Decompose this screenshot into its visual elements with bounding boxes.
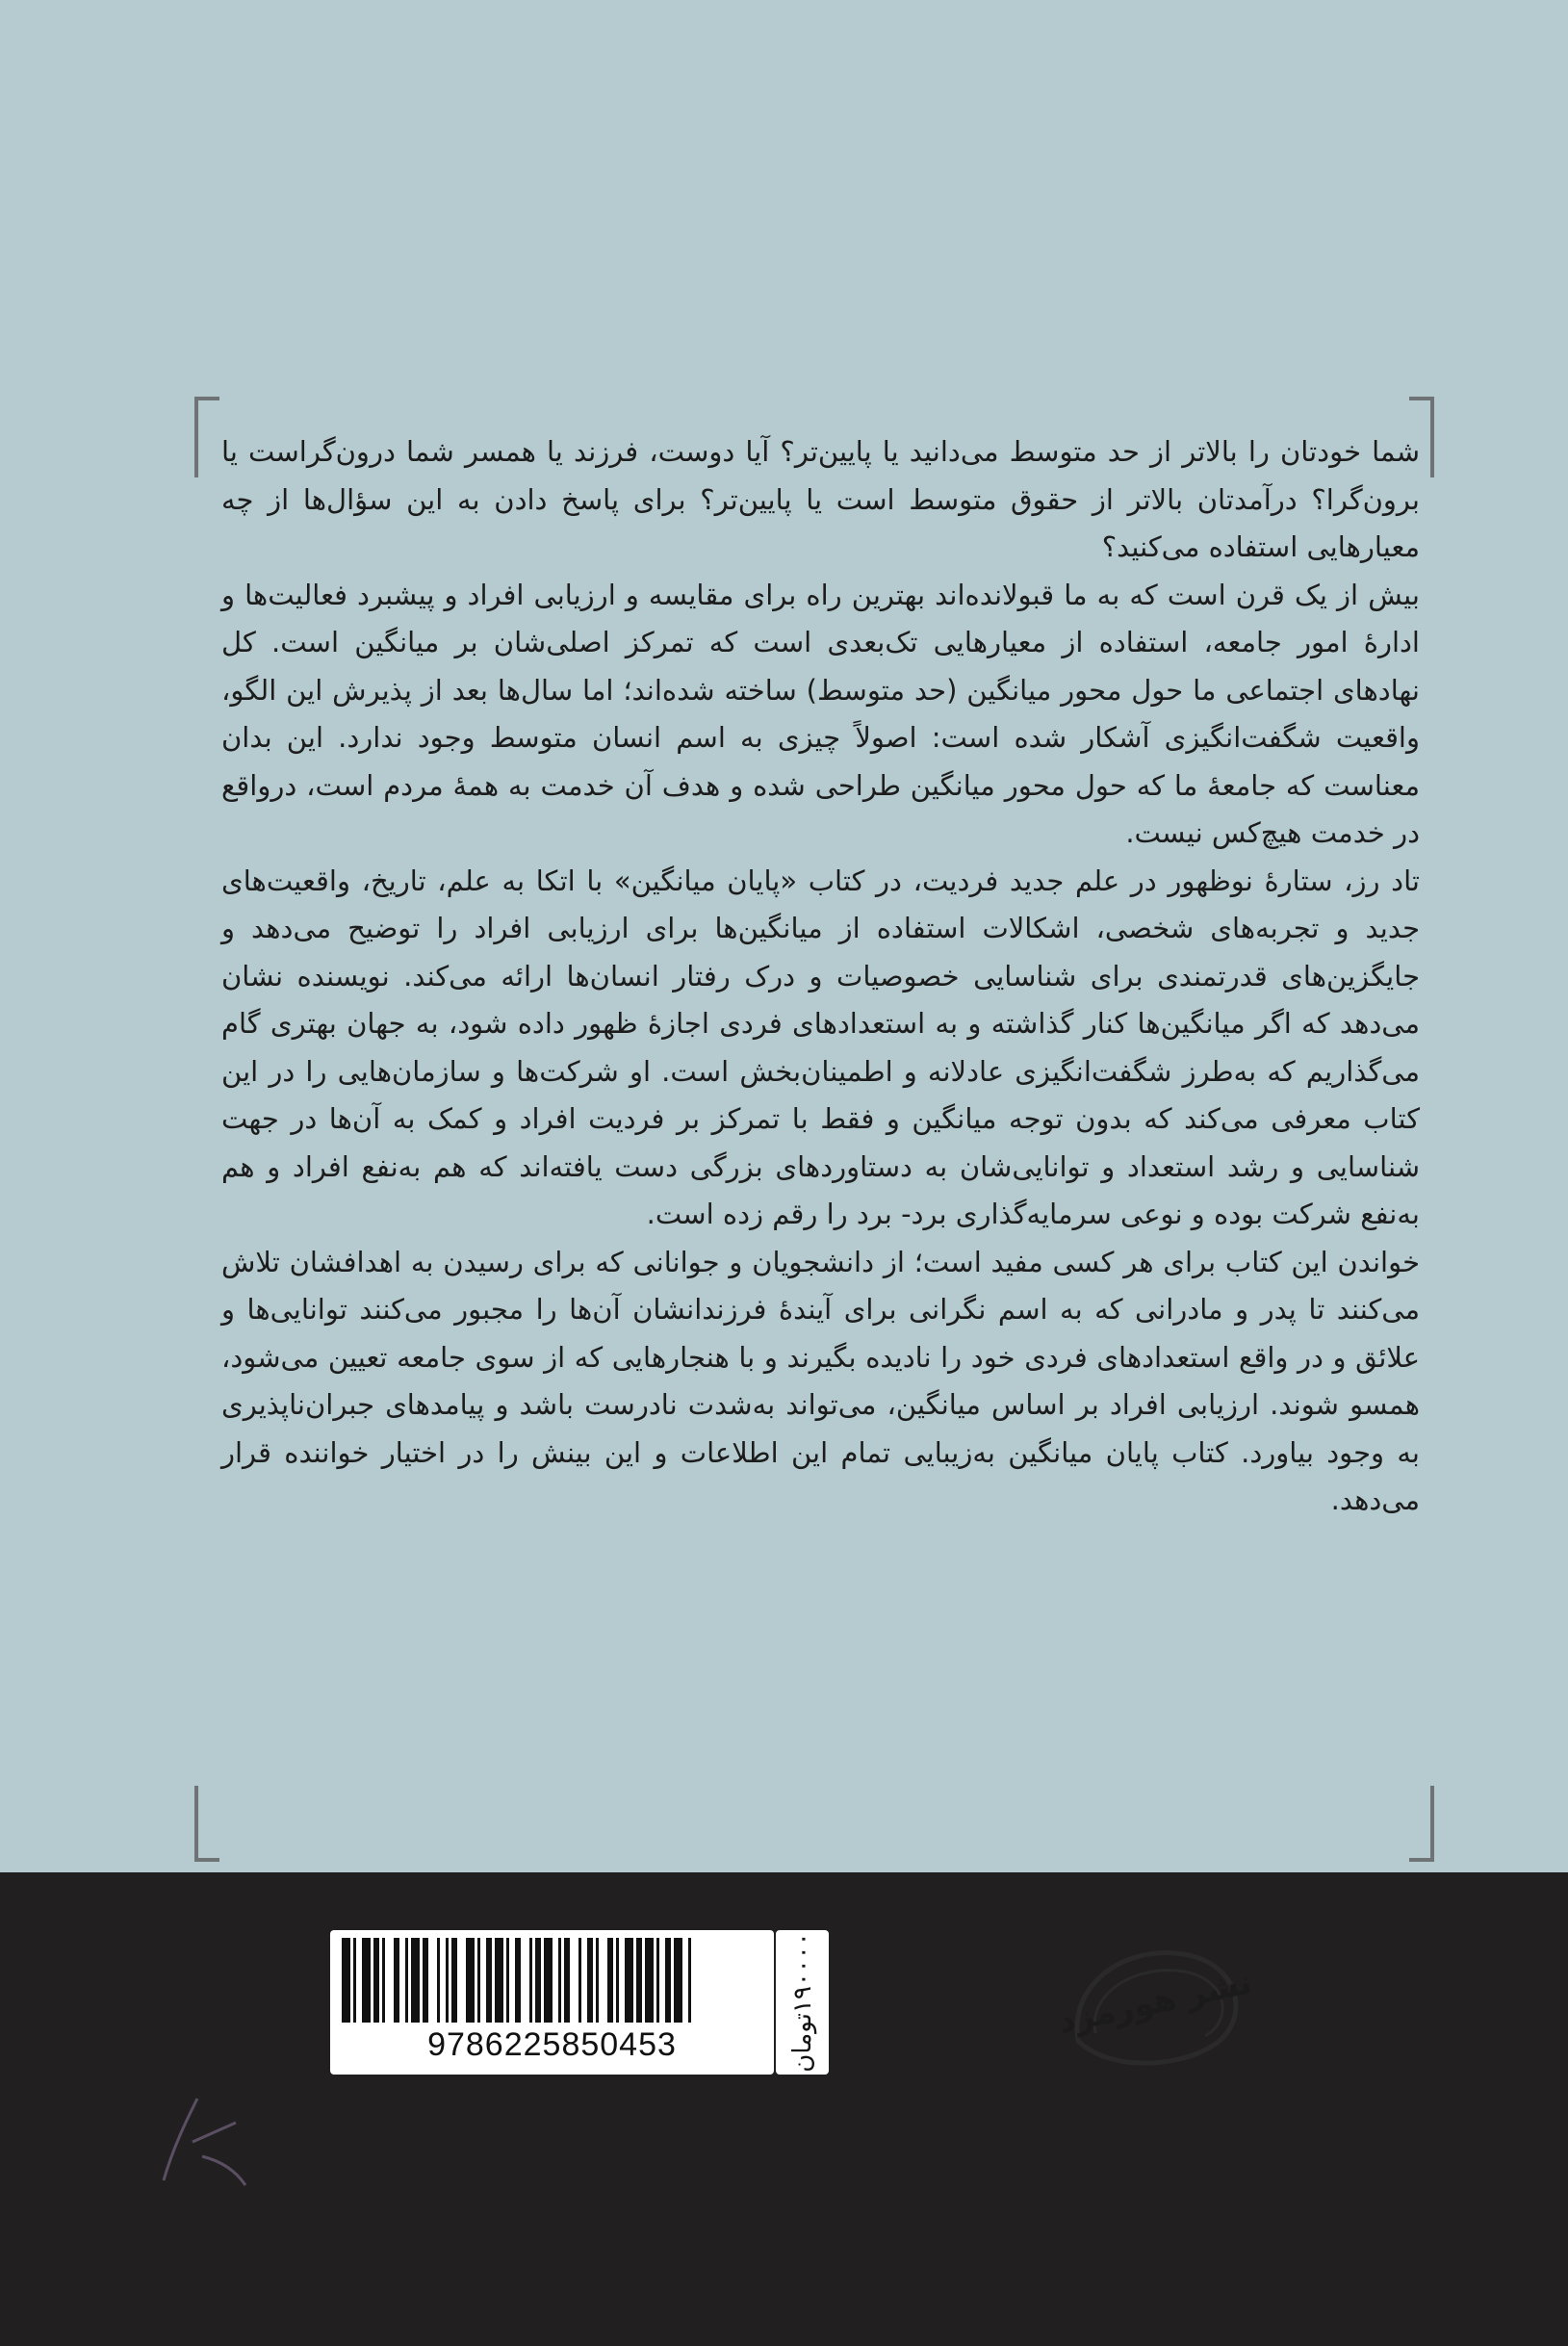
blurb-paragraph-3: تاد رز، ستارهٔ نوظهور در علم جدید فردیت، در کتاب «پایان میانگین» با اتکا به علم، تاریخ، واقعیت‌های جدید و تجربه‌های شخصی، اشکالات استفاده از میانگین‌ها برای ارزیابی افراد را توضیح می‌دهد و جایگزین‌های قدرتمندی برای شناسایی خصوصیات و درک رفتار انسان‌ها ارائه می‌کند. نویسنده نشان می‌دهد که اگر میانگین‌ها کنار گذاشته و به استعدادهای فردی اجازهٔ ظهور داده شود، به جهان بهتری گام می‌گذاریم که به‌طرز شگفت‌انگیزی عادلانه و اطمینان‌بخش است. او شرکت‌ها و سازمان‌هایی را در این کتاب معرفی می‌کند که بدون توجه میانگین و فقط با تمرکز بر فردیت افراد و کمک به آن‌ها در جهت شناسایی و رشد استعداد و توانایی‌شان به دستاوردهای بزرگی دست یافته‌اند که هم به‌نفع افراد و هم به‌نفع شرکت بوده و نوعی سرمایه‌گذاری برد- برد را رقم زده است.: [221, 864, 1420, 1230]
publisher-logo: [1049, 1925, 1261, 2079]
isbn-number: 9786225850453: [427, 2026, 677, 2063]
publisher-name: نشر هورمزد: [1054, 1963, 1256, 2042]
back-cover-blurb: [221, 428, 1420, 1525]
blurb-paragraph-4: خواندن این کتاب برای هر کسی مفید است؛ از دانشجویان و جوانانی که برای رسیدن به اهدافشان تلاش می‌کنند تا پدر و مادرانی که به اسم نگرانی برای آیندهٔ فرزندانشان آن‌ها را مجبور می‌کنند توانایی‌ها و علائق و در واقع استعدادهای فردی خود را نادیده بگیرند و با هنجارهایی که از سوی جامعه تعیین می‌شود، همسو شوند. ارزیابی افراد بر اساس میانگین، می‌تواند به‌شدت نادرست باشد و پیامدهای جبران‌ناپذیری به وجود بیاورد. کتاب پایان میانگین به‌زیبایی تمام این اطلاعات و این بینش را در اختیار خواننده قرار می‌دهد.: [221, 1245, 1420, 1516]
frame-corner-top-left: [194, 397, 219, 477]
blurb-paragraph-1: شما خودتان را بالاتر از حد متوسط می‌دانید یا پایین‌تر؟ آیا دوست، فرزند یا همسر شما درون‌گراست یا برون‌گرا؟ درآمدتان بالاتر از حقوق متوسط است یا پایین‌تر؟ برای پاسخ دادن به این سؤال‌ها از چه معیارهایی استفاده می‌کنید؟: [221, 435, 1420, 563]
frame-corner-bottom-right: [1409, 1786, 1434, 1862]
barcode: [330, 1930, 774, 2075]
price-tag: [776, 1930, 829, 2075]
blurb-paragraph-2: بیش از یک قرن است که به ما قبولانده‌اند بهترین راه برای مقایسه و ارزیابی افراد و پیشبرد فعالیت‌ها و ادارهٔ امور جامعه، استفاده از معیارهایی تک‌بعدی است که تمرکز اصلی‌شان بر میانگین است. کل نهادهای اجتماعی ما حول محور میانگین (حد متوسط) ساخته شده‌اند؛ اما سال‌ها بعد از پذیرش این الگو، واقعیت شگفت‌انگیزی آشکار شده است: اصولاً چیزی به اسم انسان متوسط وجود ندارد. این بدان معناست که جامعهٔ ما که حول محور میانگین طراحی شده و هدف آن خدمت به همهٔ مردم است، درواقع در خدمت هیچ‌کس نیست.: [221, 578, 1420, 849]
price-label: ۱۹۰۰۰۰تومان: [787, 1932, 817, 2073]
handwritten-mark-icon: [144, 2089, 260, 2195]
frame-corner-bottom-left: [194, 1786, 219, 1862]
barcode-bars: [340, 1938, 764, 2023]
